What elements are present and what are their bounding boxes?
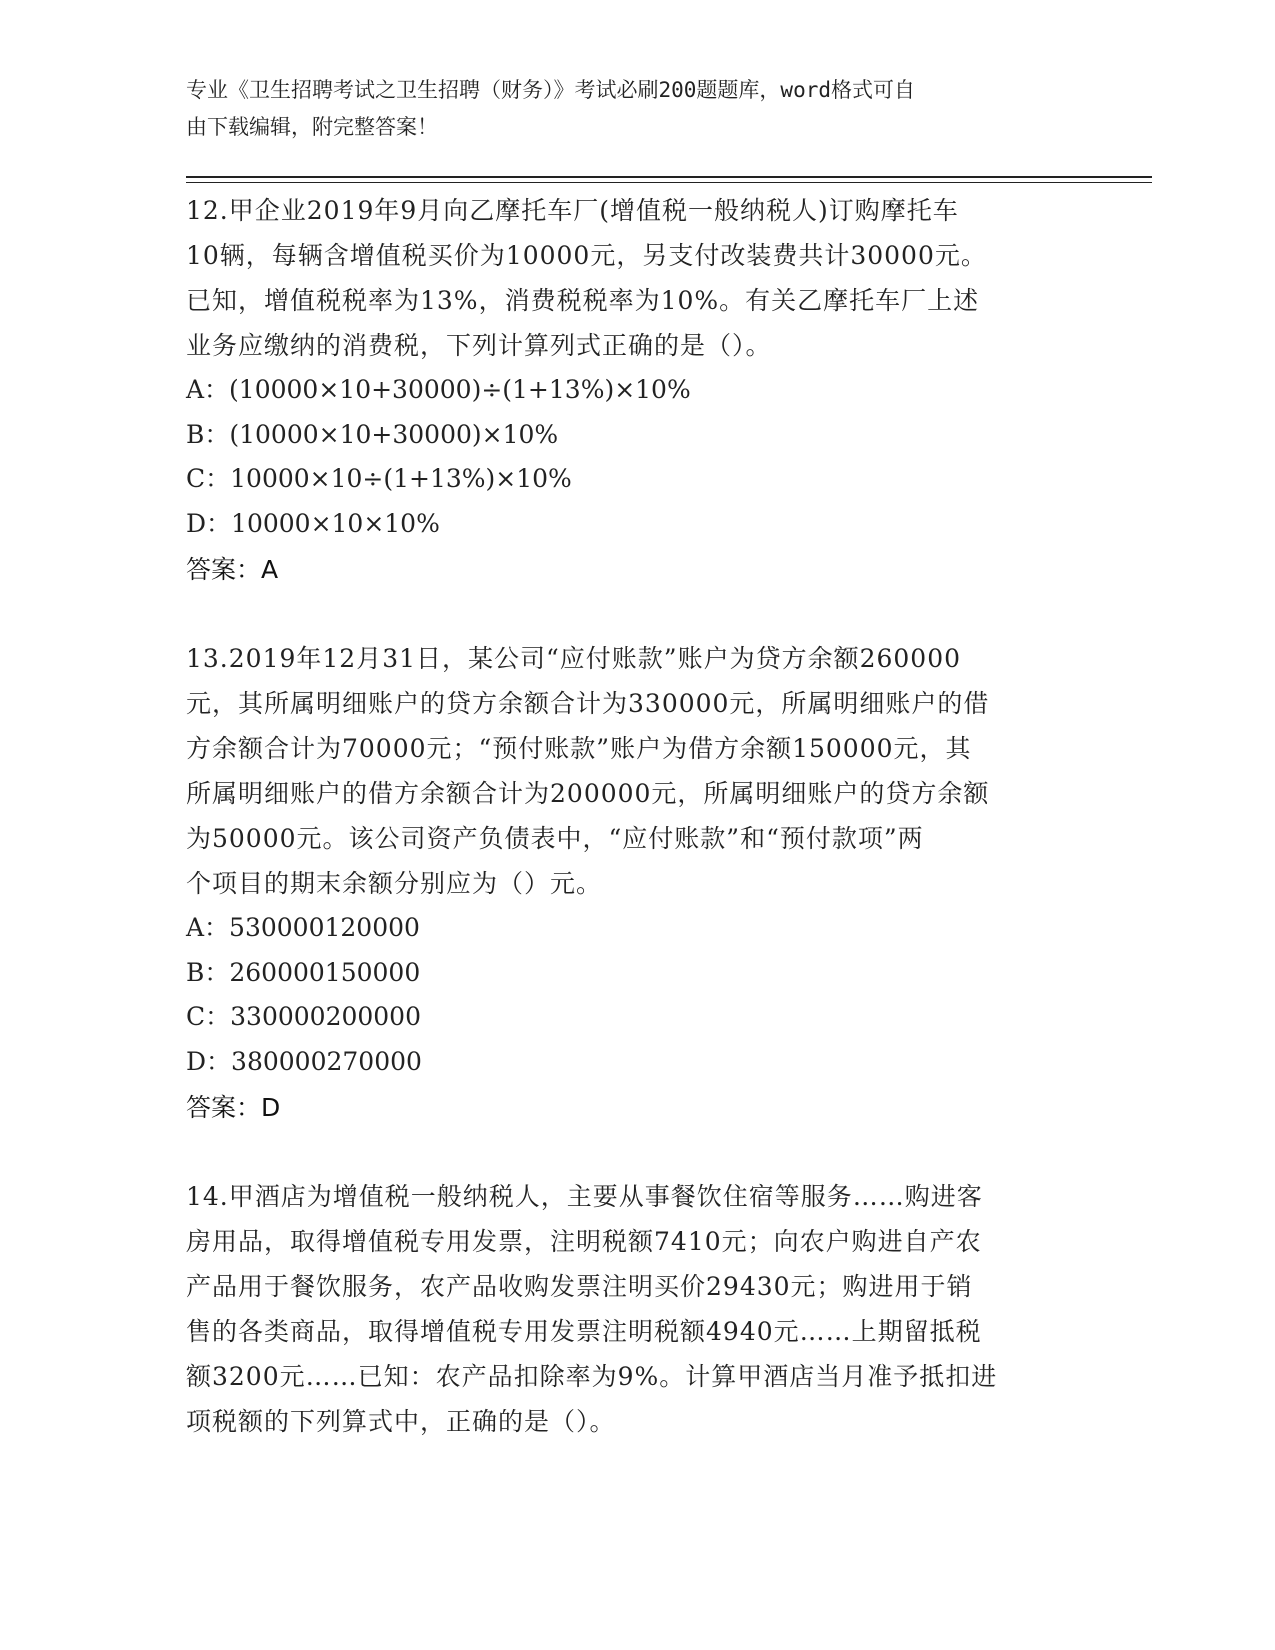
option-c: C：10000×10÷(1+13%)×10% bbox=[186, 464, 572, 493]
option-b: B：(10000×10+30000)×10% bbox=[186, 419, 559, 449]
answer-line: 答案：A bbox=[186, 555, 279, 584]
question-14 bbox=[186, 1174, 1086, 1444]
option-d: D：380000270000 bbox=[186, 1046, 422, 1076]
question-list bbox=[186, 188, 1086, 1444]
question-12 bbox=[186, 188, 1086, 593]
question-spacer bbox=[186, 593, 1086, 636]
option-a: A：(10000×10+30000)÷(1+13%)×10% bbox=[186, 375, 691, 404]
option-b: B：260000150000 bbox=[186, 957, 421, 987]
answer-line: 答案：D bbox=[186, 1093, 281, 1122]
option-d: D：10000×10×10% bbox=[186, 508, 440, 538]
header-line-1: 专业《卫生招聘考试之卫生招聘（财务）》考试必刷200题题库，word格式可自 bbox=[186, 78, 915, 102]
question-stem: 14.甲酒店为增值税一般纳税人，主要从事餐饮住宿等服务……购进客 房用品，取得增值税专用发票，注明税额7410元；向农户购进自产农 产品用于餐饮服务，农产品收购发票注明买价29430元；购进用于销 售的各类商品，取得增值税专用发票注明税额4940元……上期留抵税 额3200元……已知：农产品扣除率为9%。计算甲酒店当月准予抵扣进 项税额的下列算式中，正确的是（）。 bbox=[186, 1182, 998, 1436]
document-header bbox=[186, 72, 1066, 146]
question-spacer bbox=[186, 1131, 1086, 1174]
header-divider-thick bbox=[186, 176, 1152, 178]
header-line-2: 由下载编辑，附完整答案！ bbox=[186, 115, 438, 139]
option-c: C：330000200000 bbox=[186, 1002, 421, 1031]
question-stem: 13.2019年12月31日，某公司“应付账款”账户为贷方余额260000 元，其所属明细账户的贷方余额合计为330000元，所属明细账户的借 方余额合计为70000元；“预付账款”账户为借方余额150000元，其 所属明细账户的借方余额合计为200000元，所属明细账户的贷方余额 为50000元。该公司资产负债表中，“应付账款”和“预付款项”两 个项目的期末余额分别应为（）元。 bbox=[186, 644, 990, 898]
option-a: A：530000120000 bbox=[186, 913, 420, 942]
question-13 bbox=[186, 636, 1086, 1131]
question-stem: 12.甲企业2019年9月向乙摩托车厂(增值税一般纳税人)订购摩托车 10辆，每辆含增值税买价为10000元，另支付改装费共计30000元。 已知，增值税税率为13%，消费税税率为10%。有关乙摩托车厂上述 业务应缴纳的消费税，下列计算列式正确的是（）。 bbox=[186, 196, 987, 360]
header-divider-thin bbox=[186, 182, 1152, 183]
